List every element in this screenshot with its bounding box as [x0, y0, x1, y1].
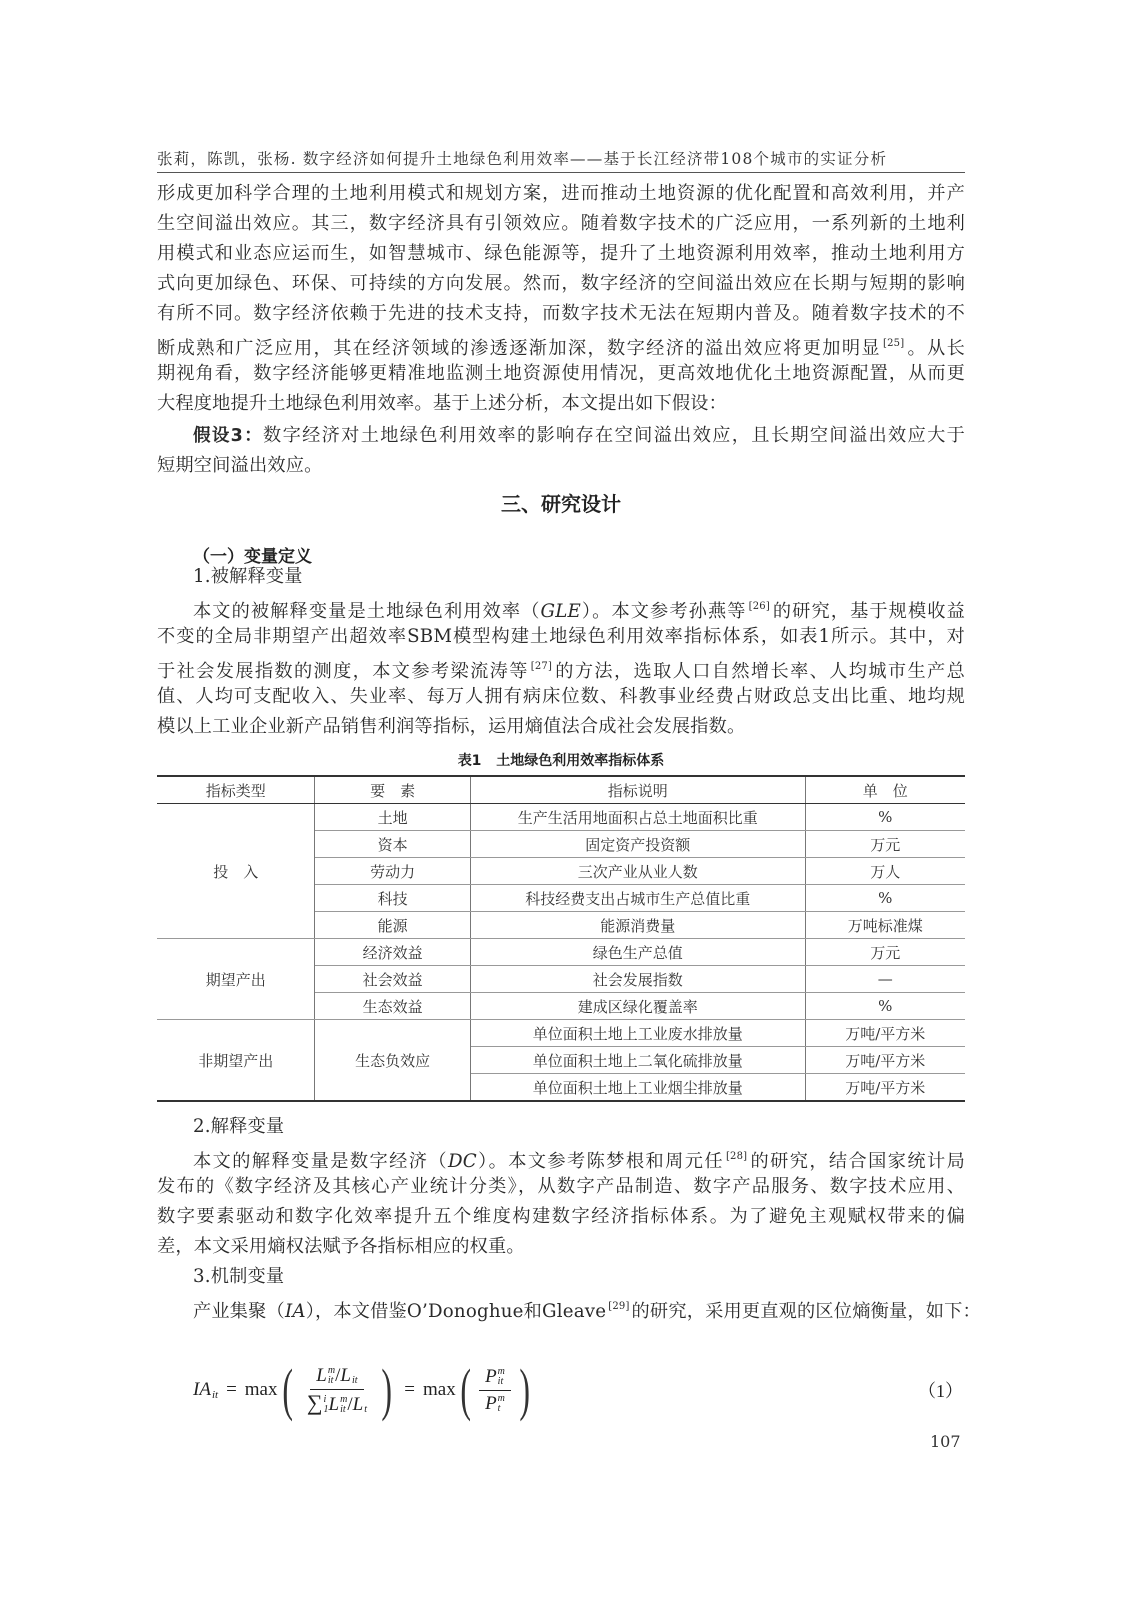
unit-cell: % — [805, 993, 965, 1020]
desc-cell: 绿色生产总值 — [470, 939, 805, 966]
desc-cell: 建成区绿化覆盖率 — [470, 993, 805, 1020]
citation[interactable]: [26] — [748, 601, 770, 612]
desc-cell: 能源消费量 — [470, 912, 805, 939]
element-cell: 生态效益 — [315, 993, 470, 1020]
paragraph-line: 生空间溢出效应。其三，数字经济具有引领效应。随着数字技术的广泛应用，一系列新的土地利 — [157, 213, 965, 234]
paragraph-line: 断成熟和广泛应用，其在经济领域的渗透逐渐加深，数字经济的溢出效应将更加明显 [25] 。从长 — [157, 338, 965, 359]
table-header-row — [157, 776, 965, 804]
header-cell: 指标说明 — [470, 776, 805, 804]
citation[interactable]: [28] — [725, 1151, 748, 1162]
element-cell: 土地 — [315, 804, 470, 831]
page-number: 107 — [930, 1432, 961, 1451]
citation[interactable]: [27] — [530, 661, 553, 672]
unit-cell: 万元 — [805, 939, 965, 966]
paragraph-line: 于社会发展指数的测度，本文参考梁流涛等 [27] 的方法，选取人口自然增长率、人均城市生产总 — [157, 661, 965, 682]
subheading-dependent-variable: 1.被解释变量 — [193, 566, 303, 587]
element-cell: 社会效益 — [315, 966, 470, 993]
desc-cell: 固定资产投资额 — [470, 831, 805, 858]
unit-cell: % — [805, 804, 965, 831]
paragraph-line: 模以上工业企业新产品销售利润等指标，运用熵值法合成社会发展指数。 — [157, 716, 746, 737]
type-cell: 投 入 — [157, 804, 315, 939]
table-row — [157, 939, 965, 966]
desc-cell: 科技经费支出占城市生产总值比重 — [470, 885, 805, 912]
citation[interactable]: [25] — [882, 338, 905, 349]
paragraph-line: 差，本文采用熵权法赋予各指标相应的权重。 — [157, 1236, 525, 1257]
paragraph-line: 发布的《数字经济及其核心产业统计分类》，从数字产品制造、数字产品服务、数字技术应用、 — [157, 1176, 965, 1197]
equation-number: （1） — [918, 1381, 963, 1401]
header-cell: 单 位 — [805, 776, 965, 804]
element-cell: 劳动力 — [315, 858, 470, 885]
paragraph-line: 数字要素驱动和数字化效率提升五个维度构建数字经济指标体系。为了避免主观赋权带来的偏 — [157, 1206, 965, 1227]
paragraph-line: 形成更加科学合理的土地利用模式和规划方案，进而推动土地资源的优化配置和高效利用，并产 — [157, 183, 965, 204]
paragraph-line: 用模式和业态应运而生，如智慧城市、绿色能源等，提升了土地资源利用效率，推动土地利用方 — [157, 243, 965, 264]
element-cell: 生态负效应 — [315, 1020, 470, 1102]
element-cell: 经济效益 — [315, 939, 470, 966]
desc-cell: 三次产业从业人数 — [470, 858, 805, 885]
element-cell: 科技 — [315, 885, 470, 912]
paragraph-line: 有所不同。数字经济依赖于先进的技术支持，而数字技术无法在短期内普及。随着数字技术的不 — [157, 303, 965, 324]
paragraph-line: 本文的解释变量是数字经济（DC）。本文参考陈梦根和周元任 [28] 的研究，结合国家统计局 — [193, 1151, 965, 1172]
equation-body: IA it = max ( L m it /L it ∑ i 1 L m it /L t ) = max ( P m it P m t ) — [193, 1357, 530, 1422]
paragraph-line: 式向更加绿色、环保、可持续的方向发展。然而，数字经济的空间溢出效应在长期与短期的影响 — [157, 273, 965, 294]
equation-1 — [193, 1355, 963, 1425]
desc-cell: 单位面积土地上工业烟尘排放量 — [470, 1074, 805, 1102]
hypothesis-line: 短期空间溢出效应。 — [157, 455, 323, 476]
table-caption: 表1 土地绿色利用效率指标体系 — [457, 753, 665, 769]
citation[interactable]: [29] — [608, 1301, 630, 1312]
fraction: L m it /L it ∑ i 1 L m it /L t — [306, 1364, 367, 1416]
unit-cell: — — [805, 966, 965, 993]
table-row — [157, 804, 965, 831]
hypothesis-label: 假设3： — [193, 426, 264, 446]
table-row — [157, 1020, 965, 1047]
subheading-mechanism-variable: 3.机制变量 — [193, 1266, 285, 1287]
unit-cell: 万吨/平方米 — [805, 1047, 965, 1074]
header-cell: 指标类型 — [157, 776, 315, 804]
header-cell: 要 素 — [315, 776, 470, 804]
desc-cell: 单位面积土地上工业废水排放量 — [470, 1020, 805, 1047]
running-head: 张莉，陈凯，张杨. 数字经济如何提升土地绿色利用效率——基于长江经济带108个城市的实证分析 — [157, 150, 888, 168]
section-title: 三、研究设计 — [501, 492, 621, 516]
paragraph-line: 期视角看，数字经济能够更精准地监测土地资源使用情况，更高效地优化土地资源配置，从而更 — [157, 363, 965, 384]
unit-cell: 万吨/平方米 — [805, 1020, 965, 1047]
paragraph-line: 值、人均可支配收入、失业率、每万人拥有病床位数、科教事业经费占财政总支出比重、地均规 — [157, 686, 965, 707]
paragraph-line: 不变的全局非期望产出超效率SBM模型构建土地绿色利用效率指标体系，如表1所示。其中，对 — [157, 626, 965, 647]
max-operator: max — [423, 1379, 456, 1400]
indicator-table — [157, 775, 965, 1102]
paragraph-line: 产业集聚（IA），本文借鉴O’Donoghue和Gleave [29] 的研究，采用更直观的区位熵衡量，如下： — [193, 1301, 981, 1322]
unit-cell: 万吨/平方米 — [805, 1074, 965, 1102]
element-cell: 资本 — [315, 831, 470, 858]
equation-lhs: IA — [193, 1379, 211, 1400]
desc-cell: 社会发展指数 — [470, 966, 805, 993]
subsection-title: （一）变量定义 — [193, 547, 312, 567]
paragraph-line: 大程度地提升土地绿色利用效率。基于上述分析，本文提出如下假设： — [157, 393, 728, 414]
unit-cell: 万吨标准煤 — [805, 912, 965, 939]
header-rule — [157, 172, 965, 173]
desc-cell: 生产生活用地面积占总土地面积比重 — [470, 804, 805, 831]
element-cell: 能源 — [315, 912, 470, 939]
paragraph-line: 本文的被解释变量是土地绿色利用效率（GLE）。本文参考孙燕等 [26] 的研究，基于规模收益 — [193, 601, 965, 622]
subheading-explanatory-variable: 2.解释变量 — [193, 1116, 285, 1137]
type-cell: 非期望产出 — [157, 1020, 315, 1102]
max-operator: max — [244, 1379, 278, 1400]
unit-cell: 万元 — [805, 831, 965, 858]
unit-cell: % — [805, 885, 965, 912]
fraction: P m it P m t — [479, 1366, 511, 1415]
desc-cell: 单位面积土地上二氧化硫排放量 — [470, 1047, 805, 1074]
hypothesis-line: 假设3：数字经济对土地绿色利用效率的影响存在空间溢出效应，且长期空间溢出效应大于 — [193, 425, 965, 446]
type-cell: 期望产出 — [157, 939, 315, 1020]
unit-cell: 万人 — [805, 858, 965, 885]
